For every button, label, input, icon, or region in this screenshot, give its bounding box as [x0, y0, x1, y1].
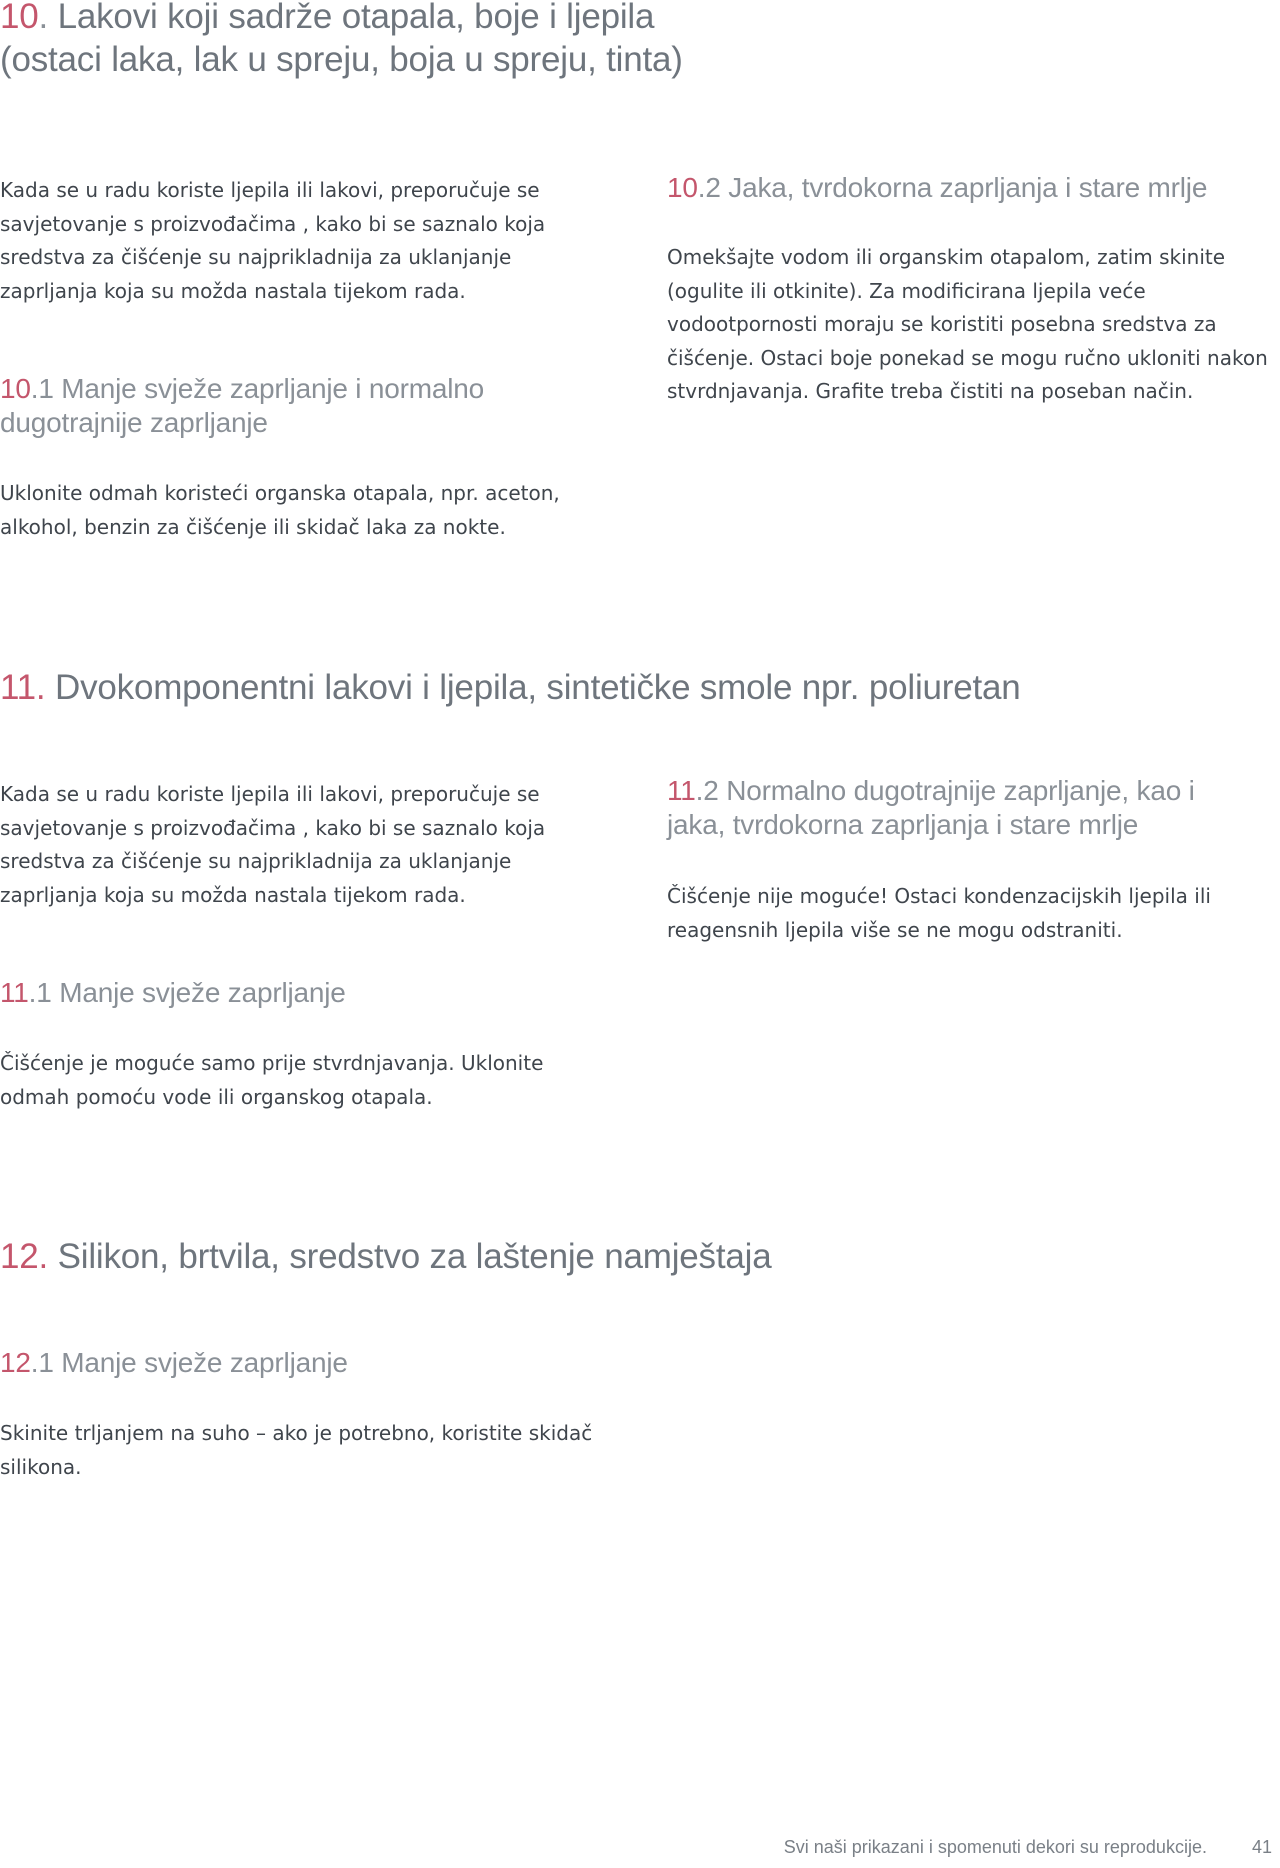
section-11-2-text: Čišćenje nije moguće! Ostaci kondenzacijskih ljepila ili reagensnih ljepila više se ne mogu odstraniti. — [667, 884, 1211, 942]
section-11-1-title: 11.1 Manje svježe zaprljanje — [0, 977, 346, 1008]
section-10-2-text: Omekšajte vodom ili organskim otapalom, zatim skinite (ogulite ili otkinite). Za modificirana ljepila veće vodootpornosti moraju se koristiti posebna sredstva za čišćenje. Ostaci boje ponekad se mogu ručno ukloniti nakon stvrdnjavanja. Grafite treba čistiti na poseban način. — [667, 245, 1268, 403]
footer — [784, 1837, 1272, 1858]
section-10-1-number: 10.1 — [0, 373, 54, 404]
section-10-2-number: 10.2 — [667, 172, 721, 203]
section-12-1-text: Skinite trljanjem na suho – ako je potrebno, koristite skidač silikona. — [0, 1421, 593, 1479]
section-11-intro: Kada se u radu koriste ljepila ili lakovi, preporučuje se savjetovanje s proizvođačima , kako bi se saznalo koja sredstva za čišćenje su najprikladnija za uklanjanje zaprljanja koja su možda nastala tijekom rada. — [0, 782, 546, 907]
section-10-intro: Kada se u radu koriste ljepila ili lakovi, preporučuje se savjetovanje s proizvođačima , kako bi se saznalo koja sredstva za čišćenje su najprikladnija za uklanjanje zaprljanja koja su možda nastala tijekom rada. — [0, 178, 546, 303]
section-10-title — [0, 0, 683, 81]
section-12-1-title: 12.1 Manje svježe zaprljanje — [0, 1347, 348, 1378]
section-11-title: 11. Dvokomponentni lakovi i ljepila, sintetičke smole npr. poliuretan — [0, 668, 1021, 707]
section-12-title: 12. Silikon, brtvila, sredstvo za laštenje namještaja — [0, 1237, 772, 1276]
page-number: 41 — [1251, 1837, 1272, 1857]
section-12-number: 12. — [0, 1237, 49, 1276]
section-11-2-number: 11.2 — [667, 775, 719, 806]
section-10-1-text: Uklonite odmah koristeći organska otapala, npr. aceton, alkohol, benzin za čišćenje ili skidač laka za nokte. — [0, 481, 560, 539]
section-10-title-line2: (ostaci laka, lak u spreju, boja u spreju, tinta) — [0, 39, 683, 79]
section-10-title-line1: Lakovi koji sadrže otapala, boje i ljepila — [57, 0, 655, 36]
section-11-1-number: 11.1 — [0, 977, 52, 1008]
section-10-number: 10. — [0, 0, 49, 36]
footer-note: Svi naši prikazani i spomenuti dekori su reprodukcije. — [783, 1837, 1207, 1857]
section-10-2-title: 10.2 Jaka, tvrdokorna zaprljanja i stare mrlje — [667, 172, 1208, 203]
section-12-1-number: 12.1 — [0, 1347, 54, 1378]
section-11-1-text: Čišćenje je moguće samo prije stvrdnjavanja. Uklonite odmah pomoću vode ili organskog otapala. — [0, 1051, 544, 1109]
section-11-number: 11. — [0, 668, 46, 707]
section-11-2-title: 11.2 Normalno dugotrajnije zaprljanje, kao i jaka, tvrdokorna zaprljanja i stare mrlje — [667, 775, 1195, 841]
section-10-1-title: 10.1 Manje svježe zaprljanje i normalno dugotrajnije zaprljanje — [0, 373, 485, 439]
